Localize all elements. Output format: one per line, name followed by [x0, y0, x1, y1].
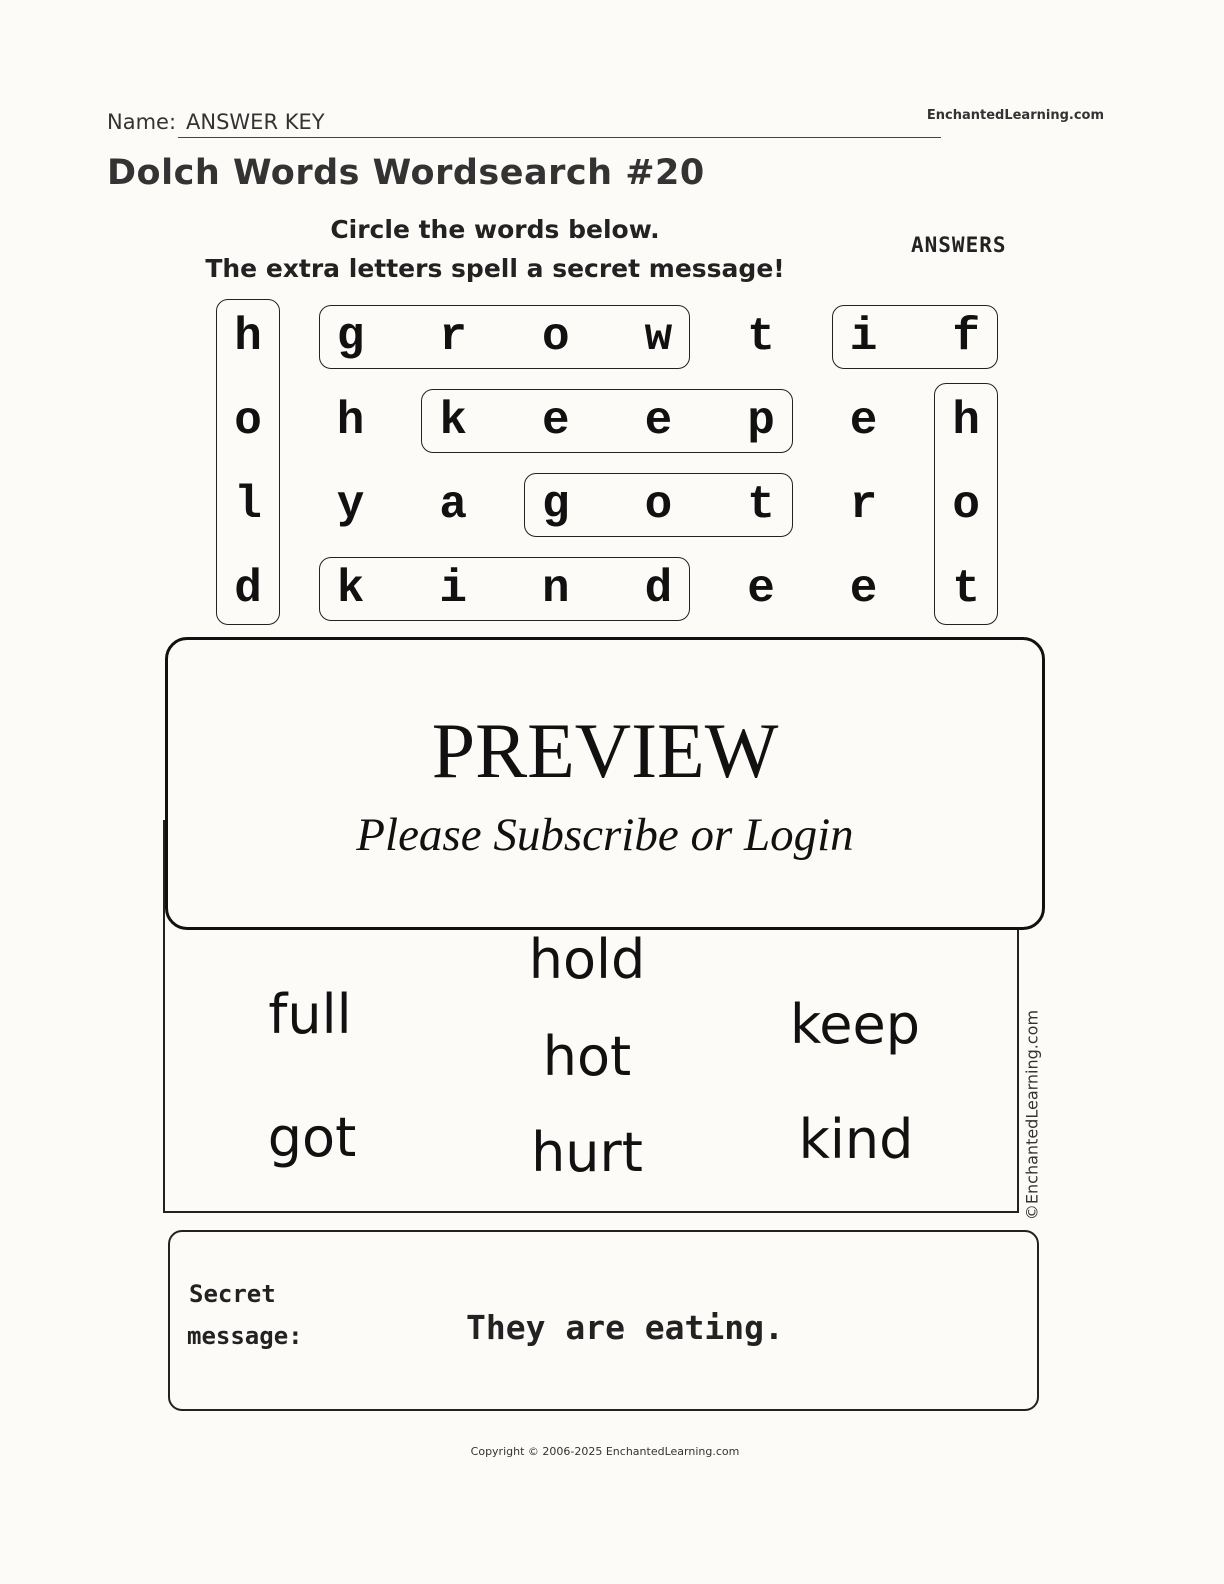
word-keep: keep: [789, 993, 921, 1056]
grid-letter-r2-c7: o: [952, 479, 980, 531]
grid-letter-r1-c4: e: [644, 395, 673, 447]
name-underline: [178, 137, 941, 138]
preview-subscribe-login-link[interactable]: Please Subscribe or Login: [356, 809, 854, 861]
grid-letter-r3-c3: n: [541, 563, 570, 615]
grid-letter-r1-c0: o: [234, 395, 262, 447]
grid-letter-r0-c5: t: [747, 311, 775, 363]
grid-letter-r2-c6: r: [849, 479, 878, 531]
grid-letter-r3-c1: k: [336, 563, 365, 615]
word-got: got: [267, 1106, 357, 1169]
copyright: Copyright © 2006-2025 EnchantedLearning.com: [470, 1445, 740, 1458]
grid-letter-r3-c5: e: [747, 563, 775, 615]
answers-label: ANSWERS: [911, 233, 1007, 257]
grid-letter-r0-c3: o: [541, 311, 570, 363]
instruction-line-2: The extra letters spell a secret message!: [205, 254, 785, 283]
grid-letter-r2-c4: o: [644, 479, 673, 531]
grid-letter-r2-c1: y: [336, 479, 365, 531]
grid-letter-r1-c3: e: [541, 395, 570, 447]
found-word-grow: [319, 305, 691, 369]
wordsearch-grid: [0, 0, 1224, 640]
found-word-if: [832, 305, 999, 369]
grid-letter-r3-c4: d: [644, 563, 673, 615]
grid-letter-r2-c3: g: [541, 479, 570, 531]
name-label: Name:: [107, 110, 177, 134]
word-full: full: [268, 983, 352, 1046]
preview-overlay[interactable]: [165, 637, 1045, 930]
word-hot: hot: [542, 1025, 632, 1088]
grid-letter-r1-c1: h: [336, 395, 365, 447]
grid-letter-r0-c1: g: [336, 311, 365, 363]
word-hurt: hurt: [531, 1121, 643, 1184]
grid-letter-r1-c2: k: [439, 395, 467, 447]
grid-letter-r3-c2: i: [439, 563, 467, 615]
instruction-line-1: Circle the words below.: [330, 215, 660, 244]
grid-letter-r3-c6: e: [849, 563, 878, 615]
grid-letter-r1-c7: h: [952, 395, 980, 447]
word-hold: hold: [528, 928, 646, 991]
preview-title: PREVIEW: [431, 707, 779, 794]
grid-letter-r1-c6: e: [849, 395, 878, 447]
found-word-hot: [934, 383, 998, 625]
word-kind: kind: [798, 1108, 914, 1171]
name-value: ANSWER KEY: [186, 110, 325, 134]
grid-letter-r0-c6: i: [849, 311, 878, 363]
secret-message: They are eating.: [466, 1308, 784, 1347]
grid-letter-r2-c2: a: [439, 479, 467, 531]
found-word-keep: [421, 389, 793, 453]
vertical-site-credit: ©EnchantedLearning.com: [1022, 1009, 1042, 1221]
grid-letter-r1-c5: p: [747, 395, 775, 447]
grid-letter-r2-c0: l: [234, 479, 262, 531]
secret-label-line-2: message:: [187, 1322, 303, 1350]
page-title: Dolch Words Wordsearch #20: [107, 153, 705, 193]
site-name: EnchantedLearning.com: [926, 108, 1104, 123]
grid-letter-r3-c7: t: [952, 563, 980, 615]
grid-letter-r0-c0: h: [234, 311, 262, 363]
secret-label-line-1: Secret: [189, 1280, 276, 1308]
found-word-kind: [319, 557, 691, 621]
grid-letter-r3-c0: d: [234, 563, 262, 615]
grid-letter-r0-c7: f: [952, 311, 980, 363]
grid-letter-r0-c4: w: [644, 311, 673, 363]
found-word-hold: [216, 299, 280, 625]
grid-letter-r0-c2: r: [439, 311, 467, 363]
found-word-got: [524, 473, 793, 537]
grid-letter-r2-c5: t: [747, 479, 775, 531]
